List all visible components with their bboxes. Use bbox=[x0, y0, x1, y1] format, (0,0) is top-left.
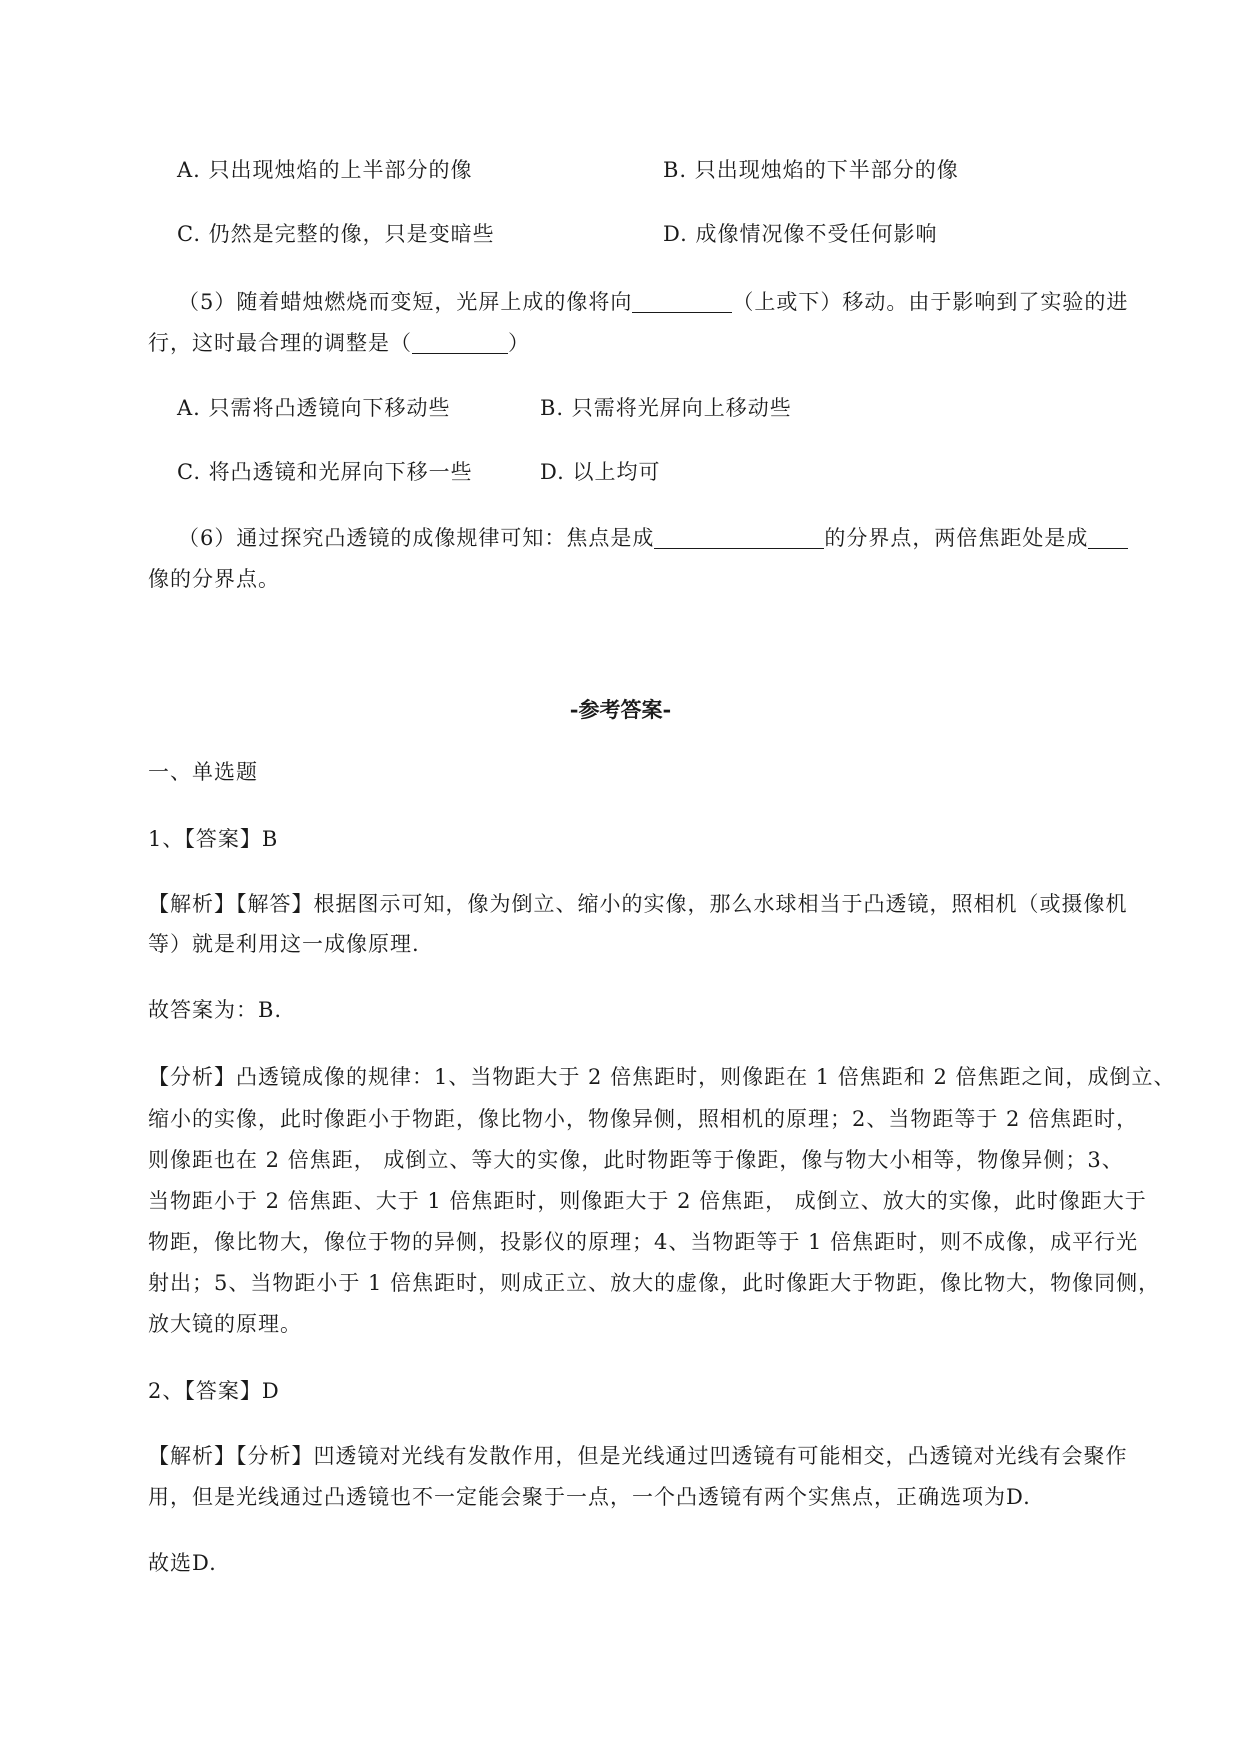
q4-option-c: C. 仍然是完整的像，只是变暗些 bbox=[177, 222, 495, 246]
q5-text-1: （5）随着蜡烛燃烧而变短，光屏上成的像将向 bbox=[178, 290, 633, 314]
answer-2-conclusion: 故选D. bbox=[148, 1551, 217, 1575]
q5-line2 bbox=[148, 328, 530, 358]
analysis-line: 当物距小于 2 倍焦距、大于 1 倍焦距时，则像距大于 2 倍焦距， 成倒立、放大的实像，此时像距大于 bbox=[148, 1189, 1147, 1213]
answer-1-explain-line2: 等）就是利用这一成像原理. bbox=[148, 932, 420, 956]
analysis-line: 【分析】凸透镜成像的规律：1、当物距大于 2 倍焦距时，则像距在 1 倍焦距和 2 倍焦距之间，成倒立、 bbox=[148, 1065, 1176, 1089]
answer-2-explain-line2: 用，但是光线通过凸透镜也不一定能会聚于一点，一个凸透镜有两个实焦点，正确选项为D. bbox=[148, 1485, 1031, 1509]
q5-text-3: 行，这时最合理的调整是（ bbox=[148, 331, 412, 355]
analysis-line: 缩小的实像，此时像距小于物距，像比物小，物像异侧，照相机的原理；2、当物距等于 2 倍焦距时， bbox=[148, 1107, 1139, 1131]
analysis-line: 则像距也在 2 倍焦距， 成倒立、等大的实像，此时物距等于像距，像与物大小相等，物像异侧；3、 bbox=[148, 1148, 1124, 1172]
q4-option-a: A. 只出现烛焰的上半部分的像 bbox=[177, 158, 473, 182]
q5-option-a: A. 只需将凸透镜向下移动些 bbox=[177, 396, 451, 420]
q6-line2: 像的分界点。 bbox=[148, 567, 280, 591]
answer-2: 2、【答案】D bbox=[148, 1379, 280, 1403]
q5-blank-1 bbox=[632, 290, 732, 313]
section-heading: 一、单选题 bbox=[148, 760, 258, 784]
analysis-line: 物距，像比物大，像位于物的异侧，投影仪的原理；4、当物距等于 1 倍焦距时，则不成像，成平行光 bbox=[148, 1230, 1139, 1254]
q5-option-b: B. 只需将光屏向上移动些 bbox=[540, 396, 792, 420]
q4-option-d: D. 成像情况像不受任何影响 bbox=[663, 222, 938, 246]
answer-1-conclusion: 故答案为：B. bbox=[148, 998, 283, 1022]
q6-text-1: （6）通过探究凸透镜的成像规律可知：焦点是成 bbox=[178, 526, 655, 550]
answer-1: 1、【答案】B bbox=[148, 827, 279, 851]
q6-line1 bbox=[178, 523, 1128, 553]
answer-title: -参考答案- bbox=[569, 697, 672, 722]
q5-text-2: （上或下）移动。由于影响到了实验的进 bbox=[732, 290, 1129, 314]
analysis-line: 射出；5、当物距小于 1 倍焦距时，则成正立、放大的虚像，此时像距大于物距，像比物大，物像同侧， bbox=[148, 1271, 1161, 1295]
q6-blank-1 bbox=[654, 526, 824, 549]
q6-blank-2 bbox=[1088, 526, 1128, 549]
answer-2-explain-line1: 【解析】【分析】凹透镜对光线有发散作用，但是光线通过凹透镜有可能相交，凸透镜对光线有会聚作 bbox=[148, 1444, 1128, 1468]
analysis-line: 放大镜的原理。 bbox=[148, 1312, 302, 1336]
q5-blank-2 bbox=[412, 331, 508, 354]
answer-1-explain-line1: 【解析】【解答】根据图示可知，像为倒立、缩小的实像，那么水球相当于凸透镜，照相机（或摄像机 bbox=[148, 892, 1128, 916]
q5-line1 bbox=[178, 287, 1128, 317]
q5-option-d: D. 以上均可 bbox=[540, 460, 661, 484]
q5-option-c: C. 将凸透镜和光屏向下移一些 bbox=[177, 460, 473, 484]
q4-option-b: B. 只出现烛焰的下半部分的像 bbox=[663, 158, 959, 182]
q6-text-2: 的分界点，两倍焦距处是成 bbox=[824, 526, 1089, 550]
q5-text-4: ） bbox=[508, 331, 530, 355]
